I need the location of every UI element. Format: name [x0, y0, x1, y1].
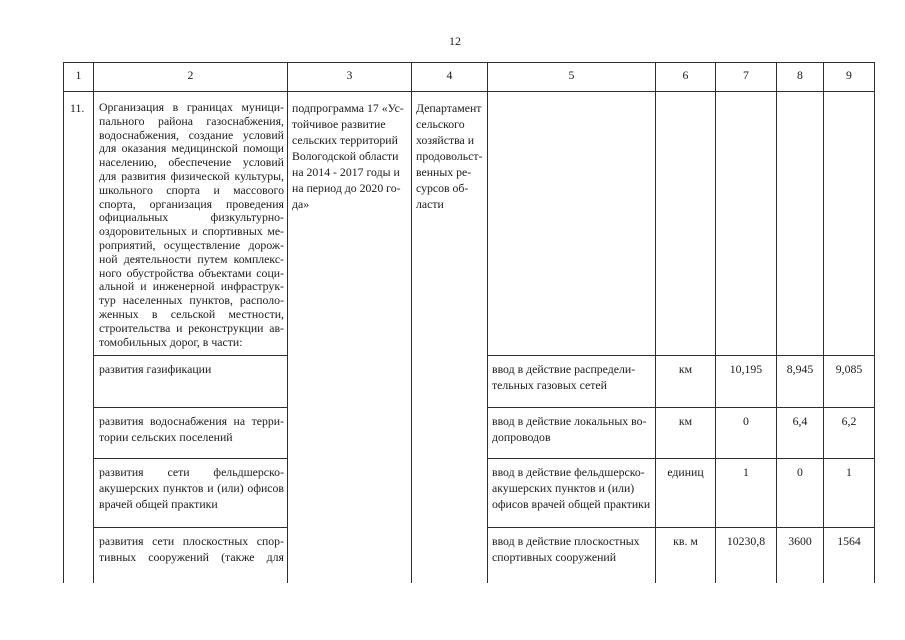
- description-line: спорта, организация проведения: [99, 197, 284, 211]
- description-line: роприятий, осуществление дорож-: [99, 238, 284, 252]
- column-number-9: 9: [824, 63, 875, 92]
- empty-value-cell: [824, 92, 875, 356]
- value-cell-col9: 1564: [824, 528, 875, 583]
- indicator-line: офисов врачей общей практики: [492, 497, 651, 511]
- value-cell-col7: 10230,8: [716, 528, 777, 583]
- empty-indicator-cell: [488, 92, 656, 356]
- column-number-5: 5: [488, 63, 656, 92]
- indicator-cell: [488, 528, 656, 583]
- description-line: населению, обеспечение условий: [99, 156, 284, 170]
- direction-line: тории сельских поселений: [99, 430, 233, 444]
- value-cell-col8: 3600: [777, 528, 824, 583]
- row-number: 11.: [70, 101, 85, 115]
- description-line: для развития физической культуры,: [99, 169, 284, 183]
- column-number-3: 3: [288, 63, 412, 92]
- responsible-line: продовольст-: [416, 149, 483, 163]
- direction-cell: [94, 356, 288, 408]
- indicator-line: ввод в действие локальных во-: [492, 414, 647, 428]
- direction-line: акушерских пунктов и (или) офисов: [99, 481, 284, 495]
- direction-line: тивных сооружений (также для: [99, 550, 284, 564]
- direction-cell: [94, 459, 288, 528]
- description-line: томобильных дорог, в части:: [99, 335, 243, 349]
- responsible-line: сурсов об-: [416, 181, 469, 195]
- direction-line: развития водоснабжения на терри-: [99, 414, 284, 428]
- table-row-11: [64, 92, 875, 356]
- empty-value-cell: [716, 92, 777, 356]
- description-line: тур населенных пунктов, располо-: [99, 294, 284, 308]
- description-line: женных в сельской местности,: [99, 307, 284, 321]
- responsible-cell: [412, 92, 488, 583]
- value-cell-col7: 10,195: [716, 356, 777, 408]
- column-number-7: 7: [716, 63, 777, 92]
- program-line: тойчивое развитие: [292, 117, 386, 131]
- indicator-cell: [488, 356, 656, 408]
- unit-cell: единиц: [656, 459, 716, 528]
- value-cell-col9: 1: [824, 459, 875, 528]
- direction-line: развития газификации: [99, 362, 212, 376]
- indicator-line: акушерских пунктов и (или): [492, 481, 635, 495]
- program-cell: [288, 92, 412, 583]
- program-line: сельских территорий: [292, 133, 398, 147]
- value-cell-col7: 0: [716, 408, 777, 459]
- column-number-4: 4: [412, 63, 488, 92]
- column-number-1: 1: [64, 63, 94, 92]
- program-line: на период до 2020 го-: [292, 181, 401, 195]
- direction-line: врачей общей практики: [99, 497, 218, 511]
- value-cell-col9: 9,085: [824, 356, 875, 408]
- empty-unit-cell: [656, 92, 716, 356]
- indicator-line: спортивных сооружений: [492, 550, 617, 564]
- indicator-line: ввод в действие распредели-: [492, 362, 636, 376]
- description-line: официальных физкультурно-: [99, 211, 284, 225]
- direction-cell: [94, 408, 288, 459]
- event-description-cell: [94, 92, 288, 356]
- indicator-line: тельных газовых сетей: [492, 378, 607, 392]
- value-cell-col8: 0: [777, 459, 824, 528]
- responsible-line: венных ре-: [416, 165, 472, 179]
- description-line: оздоровительных и спортивных ме-: [99, 225, 284, 239]
- value-cell-col8: 6,4: [777, 408, 824, 459]
- description-line: пального района газоснабжения,: [99, 114, 284, 128]
- responsible-line: сельского: [416, 117, 465, 131]
- program-line: да»: [292, 197, 310, 211]
- direction-cell: [94, 528, 288, 583]
- program-line: на 2014 - 2017 годы и: [292, 165, 400, 179]
- direction-line: развития сети фельдшерско-: [99, 465, 284, 479]
- column-number-6: 6: [656, 63, 716, 92]
- unit-cell: км: [656, 356, 716, 408]
- description-line: альной и инженерной инфраструк-: [99, 280, 284, 294]
- column-number-2: 2: [94, 63, 288, 92]
- value-cell-col7: 1: [716, 459, 777, 528]
- column-number-8: 8: [777, 63, 824, 92]
- indicator-line: ввод в действие плоскостных: [492, 534, 640, 548]
- unit-cell: кв. м: [656, 528, 716, 583]
- description-line: ного обустройства объектами соци-: [99, 266, 284, 280]
- page-number: 12: [449, 34, 461, 48]
- indicators-table: [63, 62, 875, 583]
- indicator-cell: [488, 459, 656, 528]
- column-number-row: [64, 63, 875, 92]
- description-line: Организация в границах муници-: [99, 101, 284, 114]
- program-line: Вологодской области: [292, 149, 399, 163]
- value-cell-col9: 6,2: [824, 408, 875, 459]
- empty-value-cell: [777, 92, 824, 356]
- indicator-line: допроводов: [492, 430, 551, 444]
- description-line: строительства и реконструкции ав-: [99, 321, 284, 335]
- responsible-line: хозяйства и: [416, 133, 475, 147]
- responsible-line: ласти: [416, 197, 444, 211]
- value-cell-col8: 8,945: [777, 356, 824, 408]
- direction-line: развития сети плоскостных спор-: [99, 534, 284, 548]
- description-line: ной деятельности путем комплекс-: [99, 252, 284, 266]
- description-line: для оказания медицинской помощи: [99, 142, 284, 156]
- row-number-cell: [64, 92, 94, 583]
- program-line: подпрограмма 17 «Ус-: [292, 101, 404, 115]
- unit-cell: км: [656, 408, 716, 459]
- responsible-line: Департамент: [416, 101, 482, 115]
- indicator-cell: [488, 408, 656, 459]
- description-line: школьного спорта и массового: [99, 183, 284, 197]
- description-line: водоснабжения, создание условий: [99, 128, 284, 142]
- indicator-line: ввод в действие фельдшерско-: [492, 465, 645, 479]
